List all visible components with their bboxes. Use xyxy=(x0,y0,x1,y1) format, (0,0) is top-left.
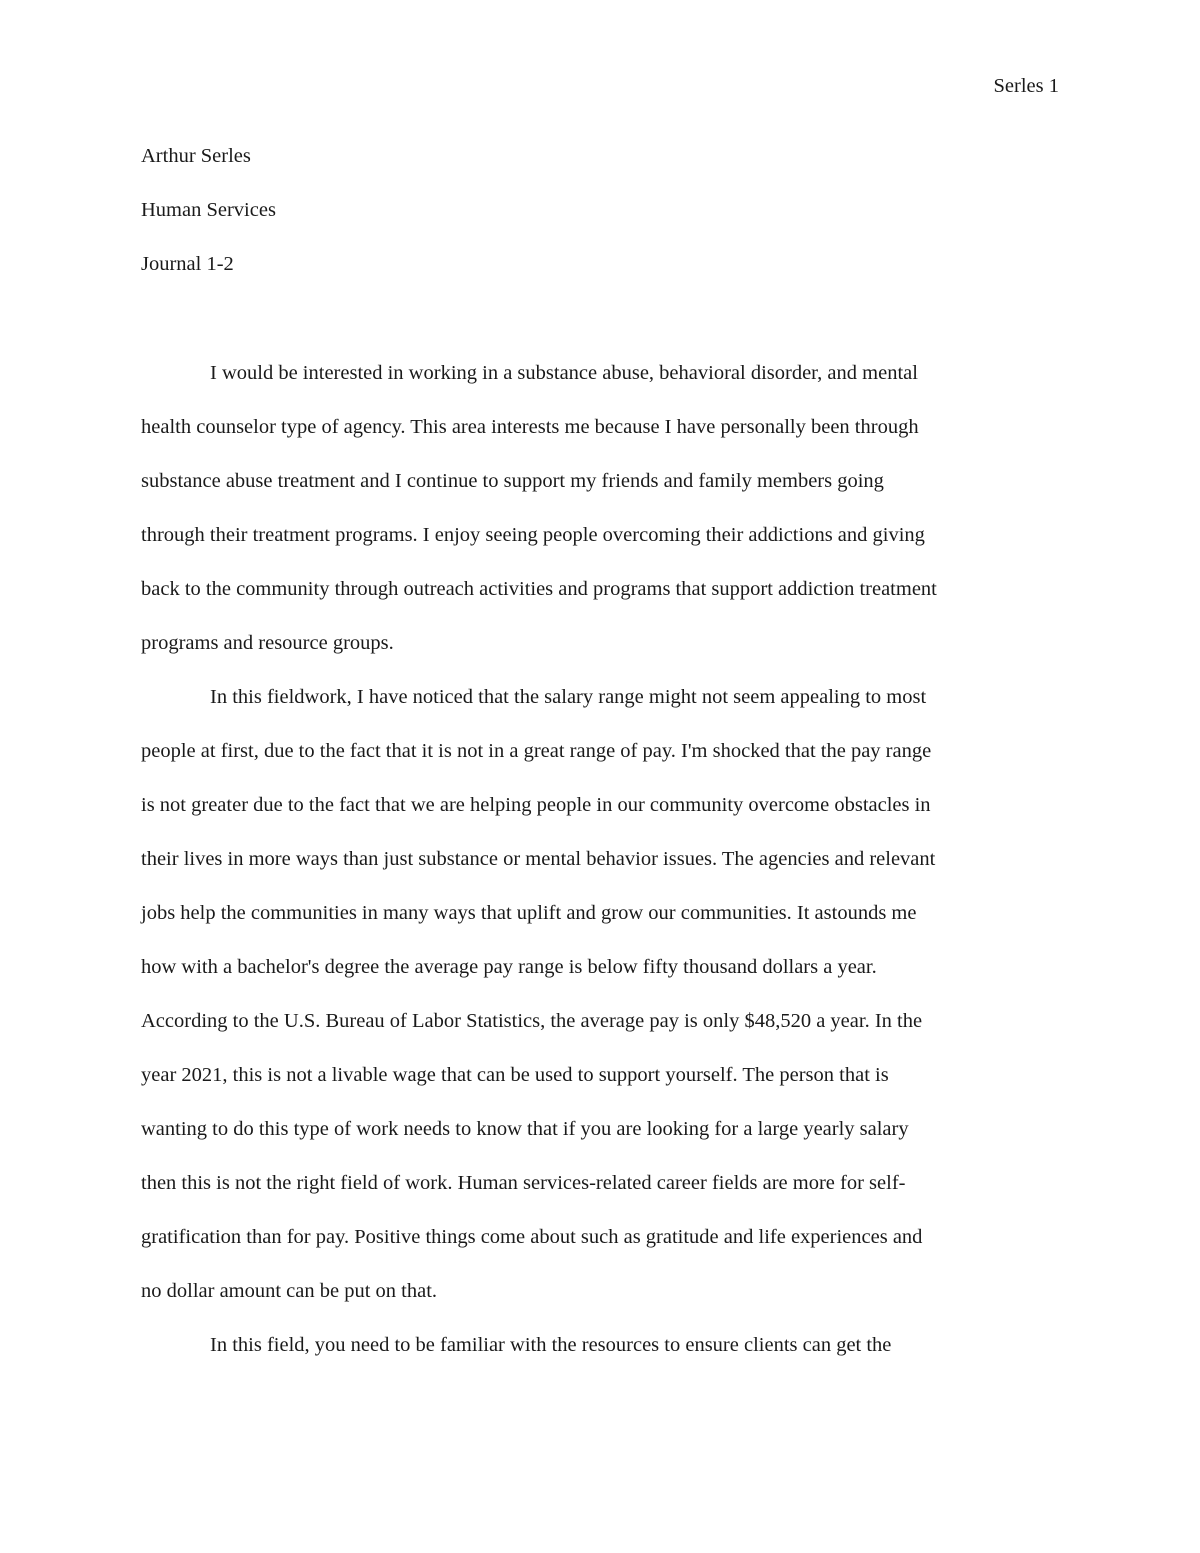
paragraph-1-line-1: I would be interested in working in a substance abuse, behavioral disorder, and mental xyxy=(210,362,918,384)
paragraph-1-line-3: substance abuse treatment and I continue to support my friends and family members going xyxy=(141,470,884,492)
paragraph-2-line-5: jobs help the communities in many ways that uplift and grow our communities. It astounds me xyxy=(141,902,917,924)
paragraph-1-line-6: programs and resource groups. xyxy=(141,632,394,654)
paragraph-2-line-1: In this fieldwork, I have noticed that the salary range might not seem appealing to most xyxy=(210,686,927,708)
running-head: Serles 1 xyxy=(993,75,1059,97)
paragraph-2-line-9: wanting to do this type of work needs to know that if you are looking for a large yearly salary xyxy=(141,1118,909,1140)
paragraph-2-line-7: According to the U.S. Bureau of Labor Statistics, the average pay is only $48,520 a year. In the xyxy=(141,1010,923,1032)
paragraph-2-line-12: no dollar amount can be put on that. xyxy=(141,1280,438,1302)
paragraph-1-line-4: through their treatment programs. I enjoy seeing people overcoming their addictions and giving xyxy=(141,524,925,546)
paragraph-2-line-10: then this is not the right field of work. Human services-related career fields are more for self- xyxy=(141,1172,906,1194)
paragraph-2-line-4: their lives in more ways than just substance or mental behavior issues. The agencies and relevant xyxy=(141,848,936,870)
paragraph-1-line-2: health counselor type of agency. This area interests me because I have personally been through xyxy=(141,416,919,438)
paragraph-2-line-3: is not greater due to the fact that we are helping people in our community overcome obstacles in xyxy=(141,794,931,816)
paragraph-2-line-6: how with a bachelor's degree the average pay range is below fifty thousand dollars a year. xyxy=(141,956,877,978)
assignment-title: Journal 1-2 xyxy=(141,253,234,275)
course-name: Human Services xyxy=(141,199,276,221)
paragraph-1-line-5: back to the community through outreach activities and programs that support addiction treatment xyxy=(141,578,937,600)
paragraph-2-line-8: year 2021, this is not a livable wage that can be used to support yourself. The person that is xyxy=(141,1064,889,1086)
paragraph-3-line-1: In this field, you need to be familiar with the resources to ensure clients can get the xyxy=(210,1334,892,1356)
paragraph-2-line-11: gratification than for pay. Positive things come about such as gratitude and life experiences and xyxy=(141,1226,923,1248)
paragraph-2-line-2: people at first, due to the fact that it is not in a great range of pay. I'm shocked that the pay range xyxy=(141,740,932,762)
author-name: Arthur Serles xyxy=(141,145,251,167)
